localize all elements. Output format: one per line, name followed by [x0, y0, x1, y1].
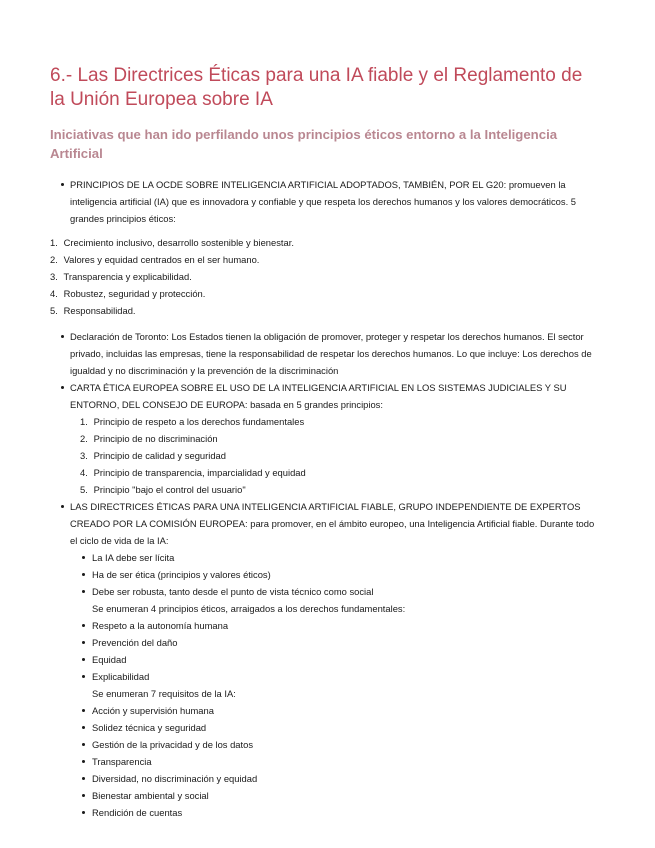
list-item: 4. Principio de transparencia, imparcialidad y equidad: [80, 467, 306, 478]
list-item: 2. Principio de no discriminación: [80, 433, 218, 444]
list-item: 5. Principio "bajo el control del usuario": [80, 484, 246, 495]
list-item: 4. Robustez, seguridad y protección.: [50, 288, 206, 299]
lifecycle-list: [50, 549, 599, 600]
list-item: Acción y supervisión humana: [50, 702, 599, 719]
list-item: Debe ser robusta, tanto desde el punto de vista técnico como social: [50, 583, 599, 600]
list-item: Prevención del daño: [50, 634, 599, 651]
list-item: 3. Principio de calidad y seguridad: [80, 450, 226, 461]
list-item: Respeto a la autonomía humana: [50, 617, 599, 634]
list-item: Ha de ser ética (principios y valores éticos): [50, 566, 599, 583]
list-item-carta: CARTA ÉTICA EUROPEA SOBRE EL USO DE LA INTELIGENCIA ARTIFICIAL EN LOS SISTEMAS JUDICIALES Y SU ENTORNO, DEL CONSEJO DE EUROPA: basada en 5 grandes principios:: [50, 379, 599, 413]
initiatives-list: [50, 328, 599, 413]
list-item: 1. Crecimiento inclusivo, desarrollo sostenible y bienestar.: [50, 237, 294, 248]
ocde-list: [50, 176, 599, 227]
list-item: 1. Principio de respeto a los derechos fundamentales: [80, 416, 305, 427]
requirements-intro: Se enumeran 7 requisitos de la IA:: [92, 688, 236, 699]
page-title: 6.- Las Directrices Éticas para una IA fiable y el Reglamento de la Unión Europea sobre IA: [50, 65, 583, 110]
section-subtitle: Iniciativas que han ido perfilando unos principios éticos entorno a la Inteligencia Artificial: [50, 127, 558, 161]
directrices-list: [50, 498, 599, 549]
list-item-ocde: PRINCIPIOS DE LA OCDE SOBRE INTELIGENCIA ARTIFICIAL ADOPTADOS, TAMBIÉN, POR EL G20: promueven la inteligencia artificial (IA) que es innovadora y confiable y que respeta los derechos humanos y los valores democráticos. 5 grandes principios éticos:: [50, 176, 599, 227]
principles-intro: Se enumeran 4 principios éticos, arraigados a los derechos fundamentales:: [92, 603, 406, 614]
list-item: Bienestar ambiental y social: [50, 787, 599, 804]
list-item: Solidez técnica y seguridad: [50, 719, 599, 736]
carta-principles-list: [50, 413, 599, 498]
list-item: 3. Transparencia y explicabilidad.: [50, 271, 192, 282]
list-item: Explicabilidad: [50, 668, 599, 685]
list-item: Equidad: [50, 651, 599, 668]
list-item: Transparencia: [50, 753, 599, 770]
requirements-list: [50, 702, 599, 821]
list-item-toronto: Declaración de Toronto: Los Estados tienen la obligación de promover, proteger y respetar los derechos humanos. El sector privado, incluidas las empresas, tiene la responsabilidad de respetar los derechos humanos. Lo que incluye: Los derechos de igualdad y no discriminación y la prevención de la discriminación: [50, 328, 599, 379]
list-item: La IA debe ser lícita: [50, 549, 599, 566]
list-item: Rendición de cuentas: [50, 804, 599, 821]
list-item: Diversidad, no discriminación y equidad: [50, 770, 599, 787]
list-item-directrices: LAS DIRECTRICES ÉTICAS PARA UNA INTELIGENCIA ARTIFICIAL FIABLE, GRUPO INDEPENDIENTE DE EXPERTOS CREADO POR LA COMISIÓN EUROPEA: para promover, en el ámbito europeo, una Inteligencia Artificial fiable. Durante todo el ciclo de vida de la IA:: [50, 498, 599, 549]
ocde-principles-list: [50, 234, 599, 319]
list-item: 2. Valores y equidad centrados en el ser humano.: [50, 254, 260, 265]
list-item: Gestión de la privacidad y de los datos: [50, 736, 599, 753]
list-item: 5. Responsabilidad.: [50, 305, 136, 316]
ethical-principles-list: [50, 617, 599, 685]
